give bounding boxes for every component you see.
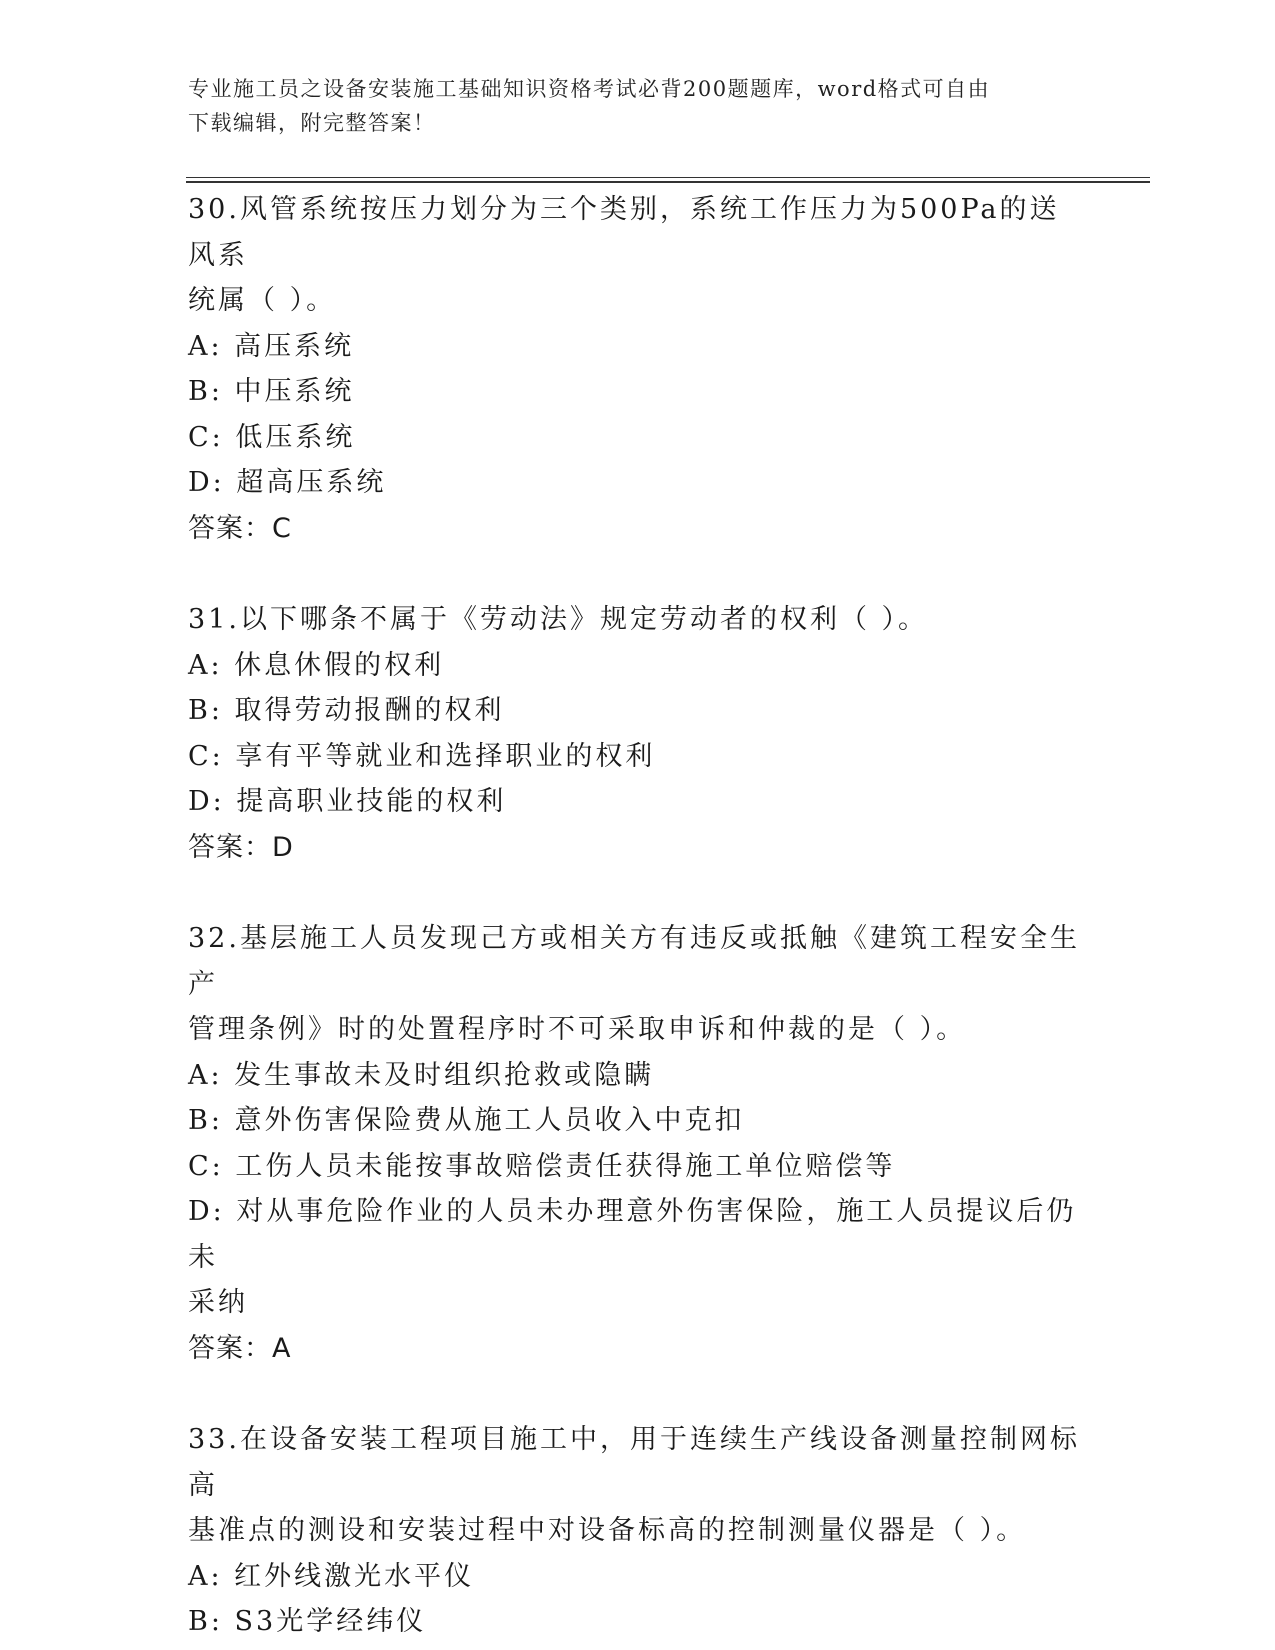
answer-line: 答案：C	[188, 512, 292, 544]
option-d: D: 对从事危险作业的人员未办理意外伤害保险，施工人员提议后仍未	[188, 1196, 1077, 1273]
option-a: A: 高压系统	[188, 330, 355, 362]
header-line-1: 专业施工员之设备安装施工基础知识资格考试必背200题题库，word格式可自由	[188, 77, 991, 101]
question-stem-line: 30.风管系统按压力划分为三个类别，系统工作压力为500Pa的送风系	[188, 194, 1060, 271]
question-stem-line: 31.以下哪条不属于《劳动法》规定劳动者的权利（ ）。	[188, 604, 929, 635]
question-stem-line: 基准点的测设和安装过程中对设备标高的控制测量仪器是（ ）。	[188, 1515, 1027, 1546]
option-c: C: 享有平等就业和选择职业的权利	[188, 740, 656, 772]
option-d-continued: 采纳	[188, 1287, 248, 1318]
question-31	[188, 597, 1088, 870]
option-a: A: 发生事故未及时组织抢救或隐瞒	[188, 1059, 655, 1091]
answer-line: 答案：A	[188, 1332, 292, 1364]
answer-line: 答案：D	[188, 831, 294, 863]
header-line-2: 下载编辑，附完整答案！	[188, 111, 436, 135]
question-stem-line: 32.基层施工人员发现己方或相关方有违反或抵触《建筑工程安全生产	[188, 923, 1080, 1000]
option-b: B: 取得劳动报酬的权利	[188, 695, 505, 726]
question-32	[188, 916, 1088, 1371]
option-c: C: 工伤人员未能按事故赔偿责任获得施工单位赔偿等	[188, 1150, 896, 1182]
option-c: C: 低压系统	[188, 421, 356, 453]
header-divider-thick	[186, 181, 1150, 183]
question-stem-line: 33.在设备安装工程项目施工中，用于连续生产线设备测量控制网标高	[188, 1424, 1080, 1501]
option-d: D: 提高职业技能的权利	[188, 786, 507, 817]
option-d: D: 超高压系统	[188, 467, 387, 498]
question-list	[188, 187, 1088, 1645]
question-spacer	[188, 551, 1088, 597]
question-spacer	[188, 1371, 1088, 1417]
option-a: A: 红外线激光水平仪	[188, 1560, 475, 1592]
question-stem-line: 管理条例》时的处置程序时不可采取申诉和仲裁的是（ ）。	[188, 1014, 967, 1045]
option-b: B: 意外伤害保险费从施工人员收入中克扣	[188, 1105, 745, 1136]
question-stem-line: 统属（ ）。	[188, 285, 337, 316]
option-a: A: 休息休假的权利	[188, 649, 445, 681]
document-header	[188, 72, 1068, 140]
option-b: B: 中压系统	[188, 376, 355, 407]
option-b: B: S3光学经纬仪	[188, 1606, 427, 1637]
question-30	[188, 187, 1088, 551]
question-33	[188, 1417, 1088, 1645]
question-spacer	[188, 870, 1088, 916]
header-divider-thin	[186, 177, 1150, 178]
